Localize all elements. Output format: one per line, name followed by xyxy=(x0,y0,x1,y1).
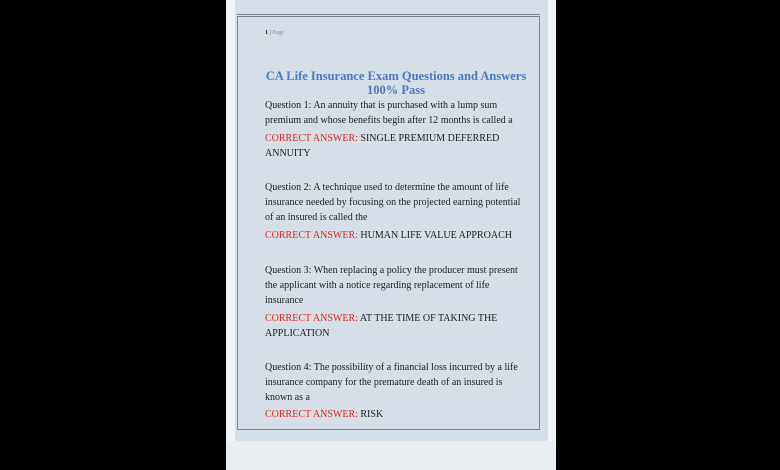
answer-2 xyxy=(265,228,533,243)
title-line-2: 100% Pass xyxy=(367,83,425,97)
answer-line: ANNUITY xyxy=(265,148,311,159)
answer-line: AT THE TIME OF TAKING THE xyxy=(359,313,498,324)
document-title xyxy=(262,69,530,97)
question-line: Question 3: When replacing a policy the producer must present xyxy=(265,265,518,276)
page-number-value: 1 xyxy=(265,30,268,36)
answer-line: RISK xyxy=(360,409,384,420)
question-line: insurance company for the premature death of an insured is xyxy=(265,377,503,388)
page-bottom-strip xyxy=(226,441,556,470)
answer-line: APPLICATION xyxy=(265,328,330,339)
question-3 xyxy=(265,263,533,308)
question-4 xyxy=(265,360,533,405)
question-line: Question 2: A technique used to determine the amount of life xyxy=(265,182,509,193)
question-1 xyxy=(265,98,533,128)
correct-answer-label: CORRECT ANSWER: xyxy=(265,133,358,144)
correct-answer-label: CORRECT ANSWER: xyxy=(265,313,358,324)
page-number xyxy=(265,30,284,36)
question-line: insurance xyxy=(265,295,304,306)
question-2 xyxy=(265,180,533,225)
answer-1 xyxy=(265,131,533,161)
question-line: known as a xyxy=(265,392,310,403)
title-line-1: CA Life Insurance Exam Questions and Answers xyxy=(265,69,527,83)
question-line: the applicant with a notice regarding replacement of life xyxy=(265,280,490,291)
question-line: Question 4: The possibility of a financial loss incurred by a life xyxy=(265,362,518,373)
answer-line: SINGLE PREMIUM DEFERRED xyxy=(360,133,500,144)
question-line: Question 1: An annuity that is purchased with a lump sum xyxy=(265,100,498,111)
page-number-label: Page xyxy=(272,30,284,36)
correct-answer-label: CORRECT ANSWER: xyxy=(265,230,358,241)
question-line: insurance needed by focusing on the projected earning potential xyxy=(265,197,521,208)
answer-3 xyxy=(265,311,533,341)
page-number-separator: | xyxy=(269,30,271,36)
correct-answer-label: CORRECT ANSWER: xyxy=(265,409,358,420)
answer-4 xyxy=(265,407,533,422)
answer-line: HUMAN LIFE VALUE APPROACH xyxy=(360,230,512,241)
question-line: of an insured is called the xyxy=(265,212,368,223)
question-line: premium and whose benefits begin after 12 months is called a xyxy=(265,115,513,126)
